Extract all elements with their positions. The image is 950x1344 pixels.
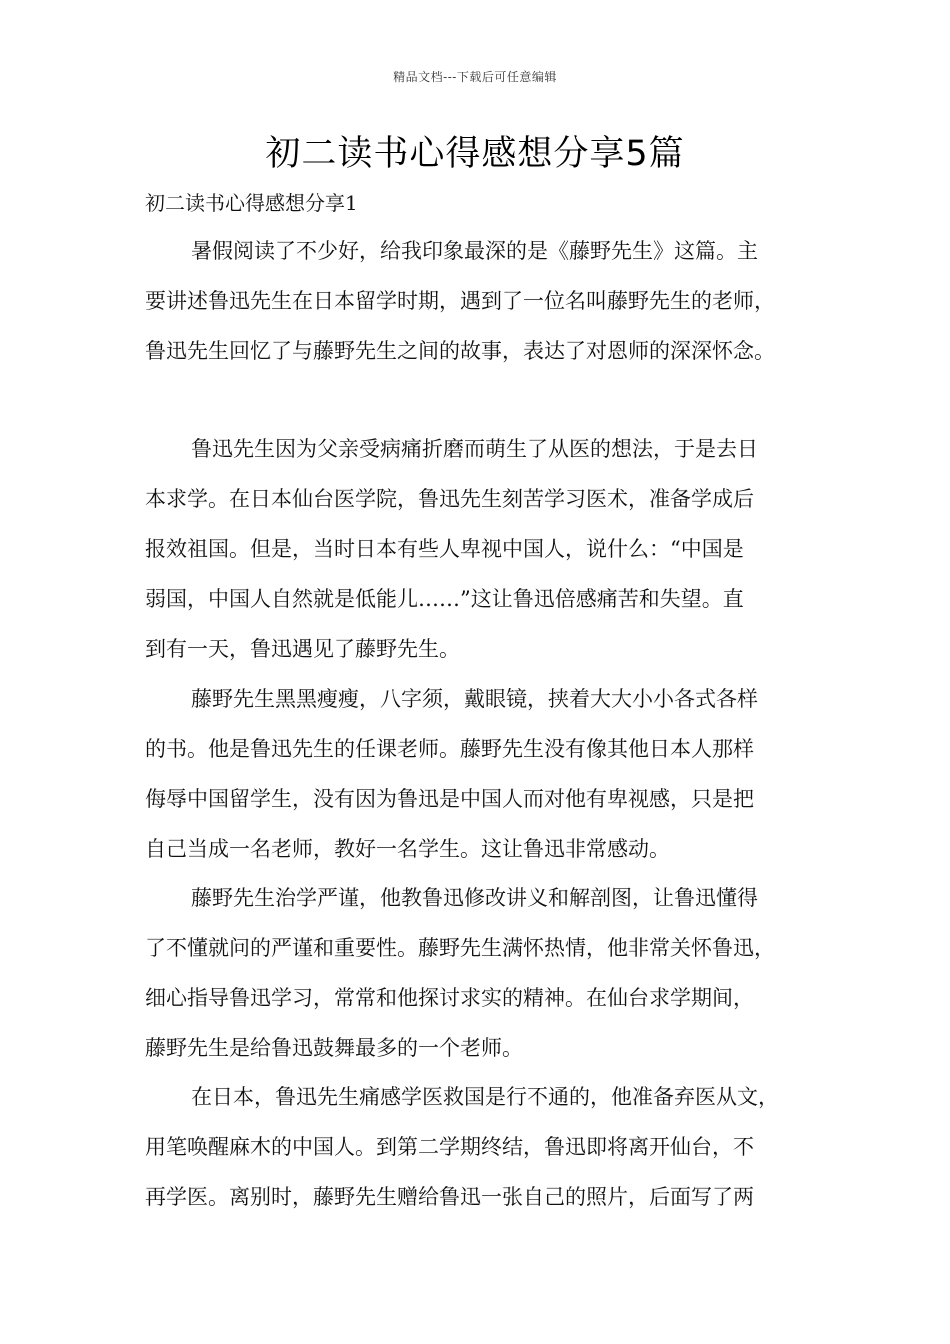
paragraph-line: 侮辱中国留学生，没有因为鲁迅是中国人而对他有卑视感，只是把 [145, 787, 754, 811]
paragraph-4 [145, 873, 825, 1073]
paragraph-3 [145, 674, 825, 874]
paragraph-line: 到有一天，鲁迅遇见了藤野先生。 [145, 637, 460, 661]
paragraph-line: 自己当成一名老师，教好一名学生。这让鲁迅非常感动。 [145, 837, 670, 861]
paragraph-line: 的书。他是鲁迅先生的任课老师。藤野先生没有像其他日本人那样 [145, 737, 754, 761]
paragraph-5 [145, 1072, 825, 1222]
paragraph-line: 细心指导鲁迅学习，常常和他探讨求实的精神。在仙台求学期间， [145, 986, 754, 1010]
paragraph-line: 藤野先生黑黑瘦瘦，八字须，戴眼镜，挟着大大小小各式各样 [191, 687, 758, 711]
section-heading: 初二读书心得感想分享1 [145, 191, 358, 215]
paragraph-line: 本求学。在日本仙台医学院，鲁迅先生刻苦学习医术，准备学成后 [145, 487, 754, 511]
paragraph-1 [145, 226, 825, 376]
paragraph-line: 暑假阅读了不少好，给我印象最深的是《藤野先生》这篇。主 [191, 239, 758, 263]
paragraph-line: 在日本，鲁迅先生痛感学医救国是行不通的，他准备弃医从文， [191, 1085, 779, 1109]
paragraph-line: 了不懂就问的严谨和重要性。藤野先生满怀热情，他非常关怀鲁迅， [145, 936, 775, 960]
paragraph-line: 弱国，中国人自然就是低能儿……”这让鲁迅倍感痛苦和失望。直 [145, 587, 744, 611]
paragraph-line: 藤野先生治学严谨，他教鲁迅修改讲义和解剖图，让鲁迅懂得 [191, 886, 758, 910]
paragraph-line: 藤野先生是给鲁迅鼓舞最多的一个老师。 [145, 1036, 523, 1060]
paragraph-line: 鲁迅先生因为父亲受病痛折磨而萌生了从医的想法，于是去日 [191, 437, 758, 461]
paragraph-line: 要讲述鲁迅先生在日本留学时期，遇到了一位名叫藤野先生的老师， [145, 289, 775, 313]
header-note: 精品文档---下载后可任意编辑 [393, 70, 557, 84]
paragraph-2 [145, 424, 825, 674]
paragraph-line: 再学医。离别时，藤野先生赠给鲁迅一张自己的照片，后面写了两 [145, 1185, 754, 1209]
paragraph-line: 用笔唤醒麻木的中国人。到第二学期终结，鲁迅即将离开仙台，不 [145, 1135, 754, 1159]
document-title: 初二读书心得感想分享5篇 [265, 134, 685, 174]
paragraph-line: 报效祖国。但是，当时日本有些人卑视中国人，说什么：“中国是 [145, 537, 744, 561]
paragraph-line: 鲁迅先生回忆了与藤野先生之间的故事，表达了对恩师的深深怀念。 [145, 339, 775, 363]
